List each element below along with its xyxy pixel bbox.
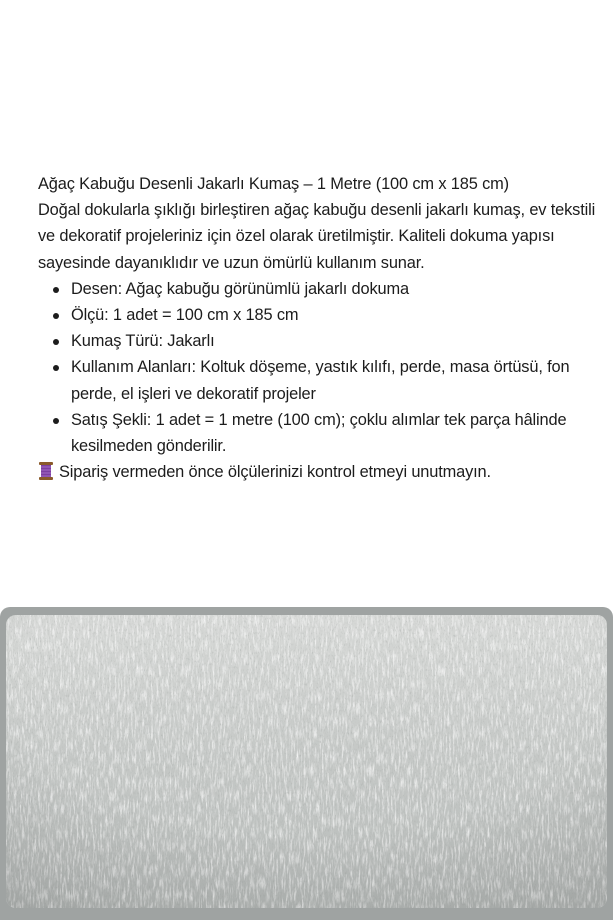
product-title: Ağaç Kabuğu Desenli Jakarlı Kumaş – 1 Metre (100 cm x 185 cm) [38,175,509,193]
fabric-texture-image [6,615,607,908]
feature-pattern: Desen: Ağaç kabuğu görünümlü jakarlı dokuma [38,276,608,302]
feature-sale-type: Satış Şekli: 1 adet = 1 metre (100 cm); çoklu alımlar tek parça hâlinde kesilmeden gönderilir. [38,407,608,459]
thread-spool-icon [38,461,54,481]
order-reminder-text: Sipariş vermeden önce ölçülerinizi kontrol etmeyi unutmayın. [59,463,491,482]
order-reminder [38,459,608,485]
feature-usage-areas: Kullanım Alanları: Koltuk döşeme, yastık kılıfı, perde, masa örtüsü, fon perde, el işleri ve dekoratif projeler [38,354,608,406]
feature-fabric-type: Kumaş Türü: Jakarlı [38,328,608,354]
feature-size: Ölçü: 1 adet = 100 cm x 185 cm [38,302,608,328]
fabric-texture-graphic [6,615,607,908]
product-description-block [38,171,608,485]
product-description: Doğal dokularla şıklığı birleştiren ağaç kabuğu desenli jakarlı kumaş, ev tekstili ve dekoratif projeleriniz için özel olarak üretilmiştir. Kaliteli dokuma yapısı sayesinde dayanıklıdır ve uzun ömürlü kullanım sunar. [38,201,596,272]
feature-list [38,276,608,459]
